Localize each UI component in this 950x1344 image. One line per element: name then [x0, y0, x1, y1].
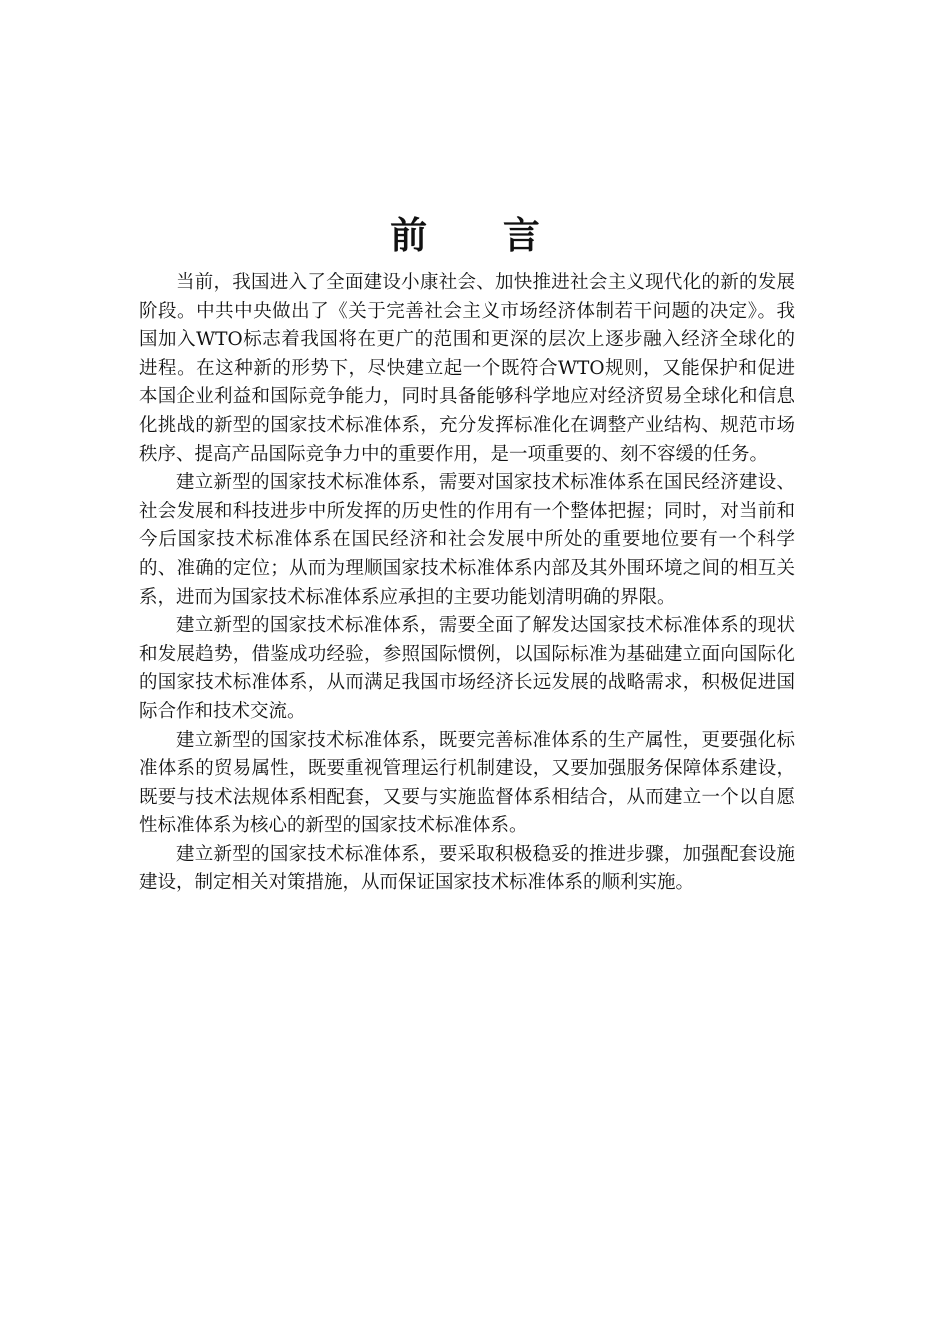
paragraph: 建立新型的国家技术标准体系，需要全面了解发达国家技术标准体系的现状和发展趋势，借鉴成功经验，参照国际惯例，以国际标准为基础建立面向国际化的国家技术标准体系，从而满足我国市场经济长远发展的战略需求，积极促进国际合作和技术交流。	[139, 615, 795, 722]
document-title: 前 言	[390, 212, 572, 257]
paragraph: 建立新型的国家技术标准体系，既要完善标准体系的生产属性，更要强化标准体系的贸易属性，既要重视管理运行机制建设，又要加强服务保障体系建设，既要与技术法规体系相配套，又要与实施监督体系相结合，从而建立一个以自愿性标准体系为核心的新型的国家技术标准体系。	[139, 729, 795, 837]
paragraph: 建立新型的国家技术标准体系，要采取积极稳妥的推进步骤，加强配套设施建设，制定相关对策措施，从而保证国家技术标准体系的顺利实施。	[139, 843, 795, 894]
paragraph: 建立新型的国家技术标准体系，需要对国家技术标准体系在国民经济建设、社会发展和科技进步中所发挥的历史性的作用有一个整体把握；同时，对当前和今后国家技术标准体系在国民经济和社会发展中所处的重要地位要有一个科学的、准确的定位；从而为理顺国家技术标准体系内部及其外围环境之间的相互关系，进而为国家技术标准体系应承担的主要功能划清明确的界限。	[139, 472, 795, 608]
paragraph: 当前，我国进入了全面建设小康社会、加快推进社会主义现代化的新的发展阶段。中共中央做出了《关于完善社会主义市场经济体制若干问题的决定》。我国加入WTO标志着我国将在更广的范围和更深的层次上逐步融入经济全球化的进程。在这种新的形势下，尽快建立起一个既符合WTO规则，又能保护和促进本国企业利益和国际竞争能力，同时具备能够科学地应对经济贸易全球化和信息化挑战的新型的国家技术标准体系，充分发挥标准化在调整产业结构、规范市场秩序、提高产品国际竞争力中的重要作用，是一项重要的、刻不容缓的任务。	[139, 272, 795, 465]
document-body	[139, 269, 795, 898]
